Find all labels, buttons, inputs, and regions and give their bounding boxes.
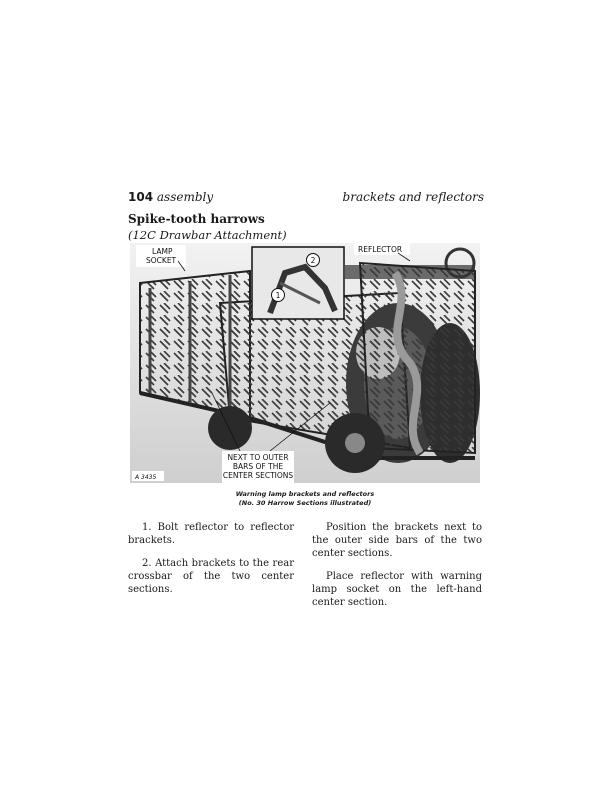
- page-header-left: [128, 190, 213, 204]
- callout-lamp-line2: SOCKET: [146, 256, 177, 265]
- figure-number: A 3435: [135, 474, 157, 481]
- chapter-heading: brackets and reflectors: [342, 190, 484, 204]
- callout-next-line2: BARS OF THE: [232, 462, 284, 471]
- callout-lamp-line1: LAMP: [152, 247, 173, 256]
- callout-next-line1: NEXT TO OUTER: [227, 453, 289, 462]
- callout-reflector: REFLECTOR: [358, 245, 403, 254]
- position-paragraph: Position the brackets next to the outer side bars of the two center sections.: [312, 522, 482, 559]
- step-2-paragraph: 2. Attach brackets to the rear crossbar of the two center sections.: [128, 558, 294, 595]
- page-number: 104: [128, 190, 154, 204]
- figure-caption-line1: Warning lamp brackets and reflectors: [235, 490, 375, 498]
- figure-caption-line2: (No. 30 Harrow Sections illustrated): [238, 499, 372, 507]
- inset-callout-2: 2: [310, 256, 316, 265]
- section-subtitle: (12C Drawbar Attachment): [128, 228, 287, 242]
- harrow-photo: [130, 243, 480, 483]
- reflector-paragraph: Place reflector with warning lamp socket on the left-hand center section.: [312, 571, 482, 608]
- callout-next-line3: CENTER SECTIONS: [222, 471, 294, 480]
- step-1-paragraph: 1. Bolt reflector to reflector brackets.: [128, 522, 294, 546]
- harrow-illustration: [130, 243, 480, 483]
- section-title: Spike-tooth harrows: [128, 212, 265, 226]
- body-column-right: [312, 521, 482, 619]
- section-word: assembly: [156, 190, 214, 204]
- inset-callout-1: 1: [275, 291, 281, 300]
- body-column-left: [128, 521, 294, 606]
- inset-detail: [252, 247, 344, 319]
